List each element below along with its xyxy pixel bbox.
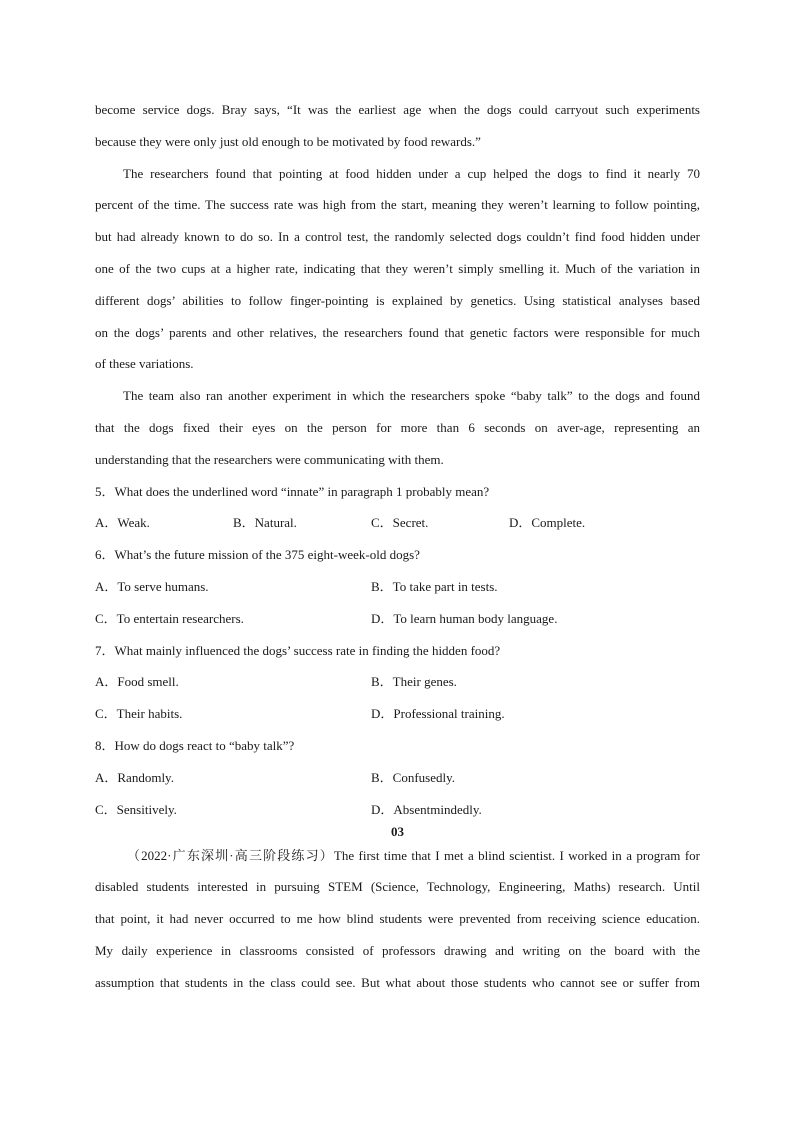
question-7 [95,641,700,736]
text-line: The team also ran another experiment in which the researchers spoke “baby talk” to the dogs and found [123,388,700,404]
question-stem: 6．What’s the future mission of the 375 eight-week-old dogs? [95,547,420,563]
question-stem: 7．What mainly influenced the dogs’ success rate in finding the hidden food? [95,642,501,658]
option-a: A．To serve humans. [95,578,209,594]
question-6 [95,545,700,640]
option-d: D．To learn human body language. [371,610,558,626]
text-line: but had already known to do so. In a control test, the randomly selected dogs couldn’t find food hidden under [95,229,700,245]
option-d: D．Professional training. [371,706,505,722]
option-b: B．Natural. [233,515,297,531]
option-d: D．Absentmindedly. [371,801,482,817]
option-b: B．To take part in tests. [371,578,498,594]
option-b: B．Their genes. [371,674,457,690]
text-line: that the dogs fixed their eyes on the person for more than 6 seconds on aver-age, representing an [95,419,700,435]
text-line: on the dogs’ parents and other relatives, the researchers found that genetic factors were responsible for much [95,324,700,340]
text-line: understanding that the researchers were communicating with them. [95,451,444,467]
text-line: that point, it had never occurred to me how blind students were prevented from receiving science education. [95,911,700,927]
option-a: A．Weak. [95,515,150,531]
text-line: because they were only just old enough to be motivated by food rewards.” [95,133,481,149]
option-row [95,672,700,704]
text-line: different dogs’ abilities to follow finger-pointing is explained by genetics. Using statistical analyses based [95,292,700,308]
option-b: B．Confusedly. [371,769,456,785]
paragraph-2 [95,164,700,387]
option-row [95,768,700,800]
page-content [95,100,700,1005]
question-8 [95,736,700,824]
paragraph-1-tail [95,100,700,164]
option-a: A．Randomly. [95,769,174,785]
option-c: C．Their habits. [95,706,183,722]
text-line: assumption that students in the class could see. But what about those students who cannot see or suffer from [95,974,700,990]
section-number: 03 [391,823,404,839]
option-row [95,800,700,824]
passage-03 [95,846,700,1005]
paragraph-3 [95,386,700,481]
option-row [95,609,700,641]
text-line: percent of the time. The success rate was high from the start, meaning they weren’t learning to follow pointing, [95,197,700,213]
text-line: My daily experience in classrooms consisted of professors drawing and writing on the board with the [95,942,700,958]
text-line: one of the two cups at a higher rate, indicating that they weren’t simply smelling it. Much of the variation in [95,260,700,276]
option-row [95,577,700,609]
text-line: disabled students interested in pursuing STEM (Science, Technology, Engineering, Maths) research. Until [95,879,700,895]
option-c: C．Sensitively. [95,801,177,817]
text-line: （2022·广东深圳·高三阶段练习）The first time that I met a blind scientist. I worked in a program for [127,847,700,863]
option-row [95,513,700,545]
question-stem: 8．How do dogs react to “baby talk”? [95,737,295,753]
option-d: D．Complete. [509,515,586,531]
text-line: The researchers found that pointing at food hidden under a cup helped the dogs to find it nearly 70 [123,165,700,181]
option-a: A．Food smell. [95,674,179,690]
option-c: C．To entertain researchers. [95,610,244,626]
option-c: C．Secret. [371,515,429,531]
question-stem: 5．What does the underlined word “innate” in paragraph 1 probably mean? [95,483,490,499]
text-line: of these variations. [95,356,194,372]
text-line: become service dogs. Bray says, “It was the earliest age when the dogs could carryout such experiments [95,102,700,117]
question-5 [95,482,700,546]
option-row [95,704,700,736]
